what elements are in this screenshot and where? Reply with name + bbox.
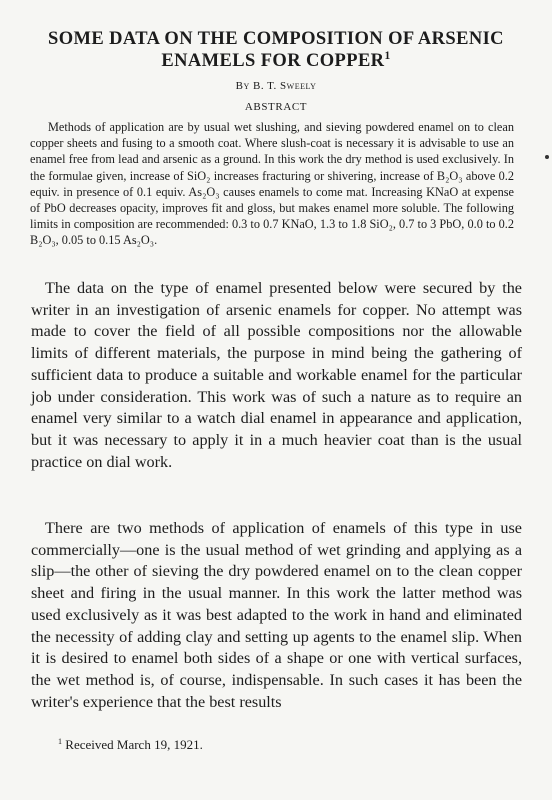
footnote-marker: 1 — [58, 737, 63, 747]
title-footnote-marker: 1 — [384, 50, 391, 63]
margin-mark — [545, 155, 549, 159]
author-name: B. T. Sweely — [253, 80, 317, 92]
abstract-heading: ABSTRACT — [244, 101, 308, 113]
footnote — [58, 737, 203, 753]
footnote-text: Received March 19, 1921. — [65, 737, 203, 752]
body-paragraph: The data on the type of enamel presented below were secured by the writer in an investigation of arsenic enamels for copper. No attempt was made to cover the field of all possible compositions nor the allowable limits of different materials, the purpose in mind being the gathering of sufficient data to produce a suitable and workable enamel for the particular job under consideration. This work was of such a nature as to require an enamel very similar to a watch dial enamel in appearance and application, but it was necessary to apply it in a much heavier coat than is the usual practice on dial work. — [31, 279, 522, 471]
body-paragraph: There are two methods of application of enamels of this type in use commercially—one is the usual method of wet grinding and applying as a slip—the other of sieving the dry powdered enamel on to the clean copper sheet and firing in the usual manner. In this work the latter method was used exclusively as it was best adapted to the work in hand and eliminated the necessity of adding clay and setting up agents to the enamel slip. When it is desired to enamel both sides of a shape or one with vertical surfaces, the wet method is, of course, indispensable. In such cases it has been the writer's experience that the best results — [31, 519, 522, 711]
article-title-text: SOME DATA ON THE COMPOSITION OF ARSENIC ENAMELS FOR COPPER — [48, 29, 504, 71]
byline-prefix: By — [235, 80, 250, 92]
abstract-text: Methods of application are by usual wet slushing, and sieving powdered enamel on to clean copper sheets and fusing to a smooth coat. Where slush-coat is necessary it is advisable to use an enamel free from lead and arsenic as a ground. In this work the dry method is used exclusively. In the formulae given, increase of SiO₂ increases fracturing or shivering, increase of B₂O₃ above 0.2 equiv. in presence of 0.1 equiv. As₂O₃ causes enamels to come mat. Increasing KNaO at expense of PbO decreases opacity, improves fit and gloss, but makes enamel more soluble. The following limits in composition are recommended: 0.3 to 0.7 KNaO, 1.3 to 1.8 SiO₂, 0.7 to 3 PbO, 0.0 to 0.2 B₂O₃, 0.05 to 0.15 As₂O₃. — [30, 120, 514, 248]
article-title — [20, 28, 532, 72]
author-byline — [0, 80, 552, 92]
